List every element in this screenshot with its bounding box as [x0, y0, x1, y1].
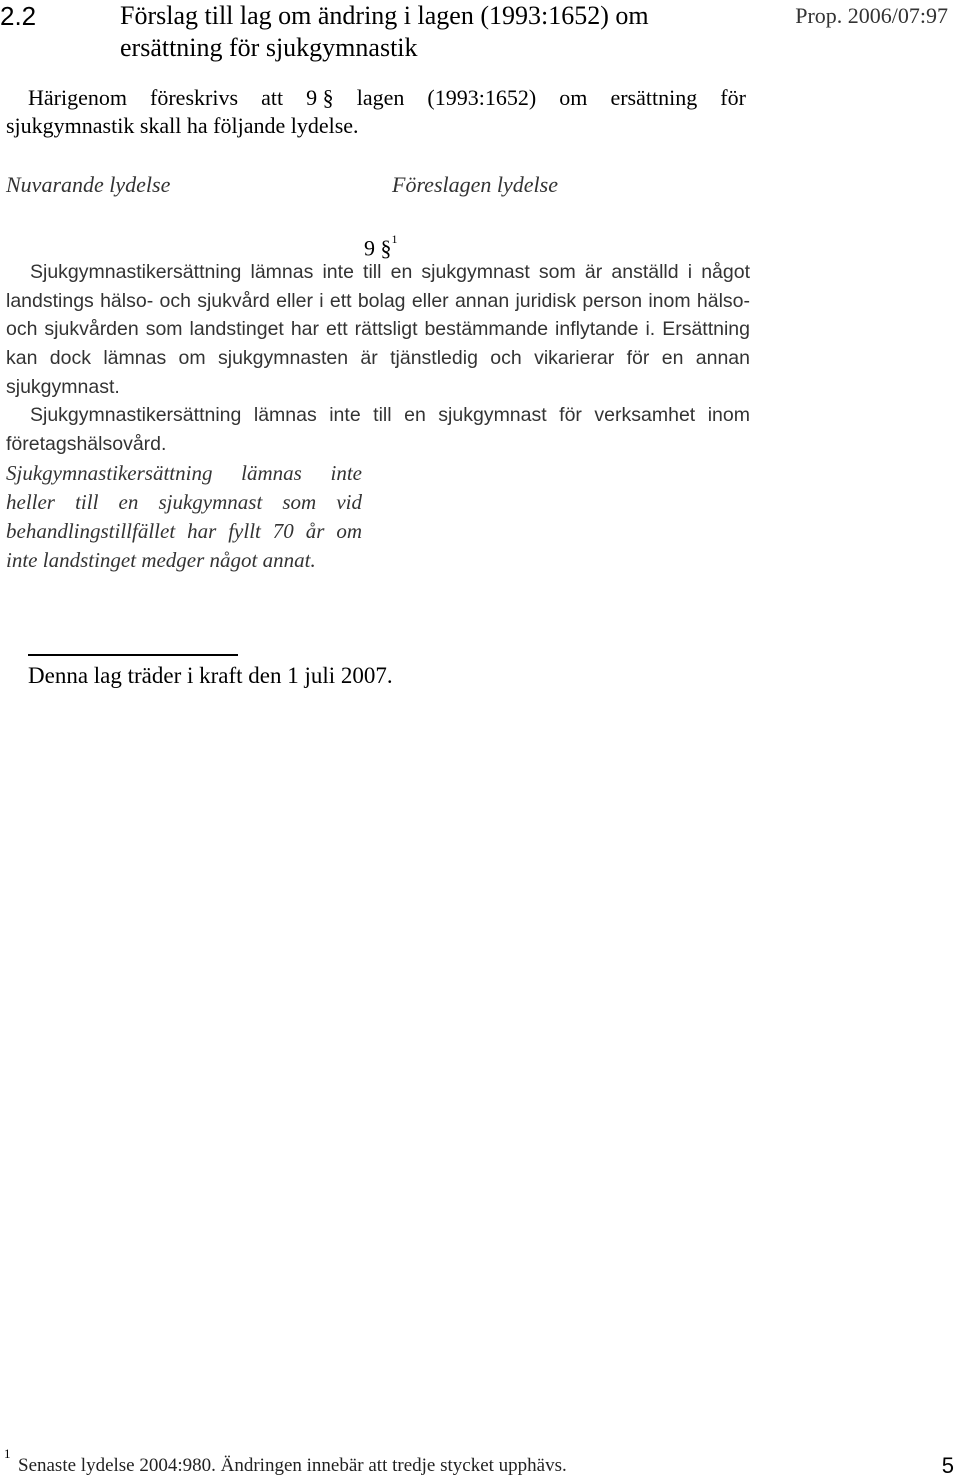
current-wording-heading: Nuvarande lydelse: [6, 172, 171, 197]
intro-word: om: [559, 85, 588, 110]
intro-word: lagen: [356, 85, 405, 110]
intro-word: att: [261, 85, 284, 110]
proposed-wording-heading: Föreslagen lydelse: [392, 172, 558, 197]
divider-rule: [28, 654, 238, 656]
proposition-reference: Prop. 2006/07:97: [795, 3, 948, 28]
page-number: 5: [941, 1453, 954, 1478]
intro-line-2: sjukgymnastik skall ha följande lydelse.: [6, 113, 359, 138]
intro-word: 9 §: [306, 85, 334, 110]
section-title: [120, 0, 649, 64]
paragraph-2: Sjukgymnastikersättning lämnas inte till en sjukgymnast för verksamhet inom företagshälsovård.: [6, 404, 750, 455]
section-title-line-1: Förslag till lag om ändring i lagen (1993:1652) om: [120, 1, 649, 30]
intro-word: ersättning: [610, 85, 698, 110]
paragraph-1: Sjukgymnastikersättning lämnas inte till en sjukgymnast som är anställd i något landstings hälso- och sjukvård eller i ett bolag eller annan juridisk person inom hälso- och sjukvården som landstinget har ett rättsligt bestämmande inflytande i. Ersättning kan dock lämnas om sjukgymnasten är tjänstledig och vikarierar för en annan sjukgymnast.: [6, 261, 750, 398]
footnote-text: Senaste lydelse 2004:980. Ändringen innebär att tredje stycket upphävs.: [18, 1455, 567, 1476]
intro-line-1: [6, 84, 746, 112]
intro-word: för: [720, 85, 746, 110]
intro-word: föreskrivs: [150, 85, 239, 110]
entry-into-force: Denna lag träder i kraft den 1 juli 2007.: [28, 663, 393, 688]
section-mark-label: 9 §: [364, 235, 392, 261]
section-number: 2.2: [0, 1, 37, 31]
paragraph-3-removed: Sjukgymnastikersättning lämnas inte heller till en sjukgymnast som vid behandlingstillfället har fyllt 70 år om inte landstinget medger något annat.: [6, 461, 362, 572]
intro-paragraph: [6, 84, 746, 140]
footnote-reference: 1: [391, 232, 398, 246]
section-title-line-2: ersättning för sjukgymnastik: [120, 33, 418, 62]
intro-word: (1993:1652): [427, 85, 537, 110]
footnote-number: 1: [4, 1446, 11, 1461]
intro-word: Härigenom: [28, 85, 127, 110]
